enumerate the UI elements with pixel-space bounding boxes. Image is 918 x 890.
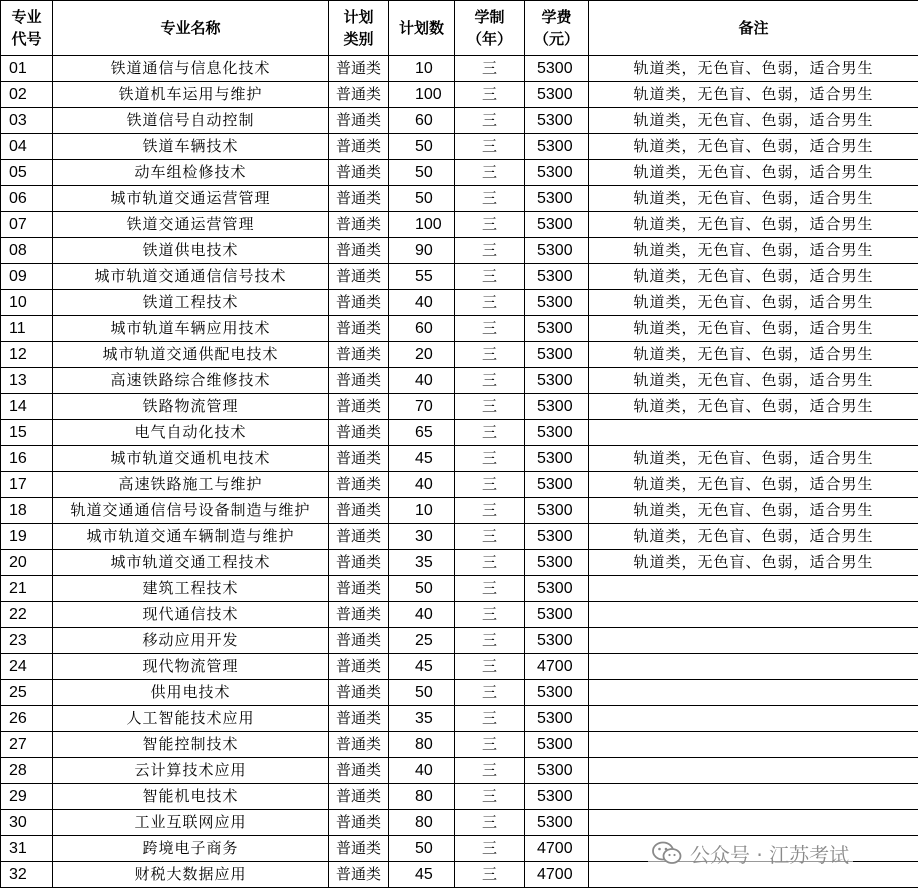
cell-fee: 5300	[525, 446, 589, 472]
table-row	[1, 784, 918, 810]
table-header-row	[1, 1, 918, 56]
cell-years: 三	[455, 732, 525, 758]
cell-name: 铁路物流管理	[53, 394, 329, 420]
cell-years: 三	[455, 368, 525, 394]
cell-code: 05	[1, 160, 53, 186]
cell-name: 智能控制技术	[53, 732, 329, 758]
cell-type: 普通类	[329, 654, 389, 680]
cell-count: 40	[389, 758, 455, 784]
cell-code: 06	[1, 186, 53, 212]
cell-years: 三	[455, 472, 525, 498]
cell-fee: 5300	[525, 290, 589, 316]
cell-fee: 5300	[525, 238, 589, 264]
cell-type: 普通类	[329, 602, 389, 628]
cell-fee: 5300	[525, 628, 589, 654]
cell-count: 25	[389, 628, 455, 654]
cell-note: 轨道类，无色盲、色弱，适合男生	[589, 342, 918, 368]
cell-note	[589, 576, 918, 602]
cell-count: 90	[389, 238, 455, 264]
header-name: 专业名称	[53, 1, 329, 56]
table-row	[1, 472, 918, 498]
cell-code: 16	[1, 446, 53, 472]
cell-count: 10	[389, 498, 455, 524]
table-row	[1, 810, 918, 836]
cell-count: 55	[389, 264, 455, 290]
table-row	[1, 82, 918, 108]
cell-note: 轨道类，无色盲、色弱，适合男生	[589, 550, 918, 576]
table-row	[1, 238, 918, 264]
cell-years: 三	[455, 654, 525, 680]
cell-fee: 5300	[525, 524, 589, 550]
cell-name: 建筑工程技术	[53, 576, 329, 602]
cell-type: 普通类	[329, 394, 389, 420]
cell-code: 27	[1, 732, 53, 758]
cell-years: 三	[455, 82, 525, 108]
cell-years: 三	[455, 316, 525, 342]
cell-type: 普通类	[329, 160, 389, 186]
cell-name: 动车组检修技术	[53, 160, 329, 186]
cell-count: 80	[389, 810, 455, 836]
cell-name: 铁道通信与信息化技术	[53, 56, 329, 82]
cell-count: 100	[389, 82, 455, 108]
cell-code: 20	[1, 550, 53, 576]
cell-years: 三	[455, 810, 525, 836]
cell-code: 10	[1, 290, 53, 316]
cell-count: 40	[389, 368, 455, 394]
cell-type: 普通类	[329, 212, 389, 238]
cell-code: 26	[1, 706, 53, 732]
cell-type: 普通类	[329, 290, 389, 316]
cell-note: 轨道类，无色盲、色弱，适合男生	[589, 290, 918, 316]
cell-code: 19	[1, 524, 53, 550]
cell-type: 普通类	[329, 576, 389, 602]
table-row	[1, 732, 918, 758]
cell-code: 14	[1, 394, 53, 420]
cell-years: 三	[455, 160, 525, 186]
table-row	[1, 602, 918, 628]
cell-years: 三	[455, 836, 525, 862]
cell-code: 22	[1, 602, 53, 628]
cell-fee: 5300	[525, 394, 589, 420]
cell-name: 工业互联网应用	[53, 810, 329, 836]
cell-fee: 5300	[525, 368, 589, 394]
table-row	[1, 654, 918, 680]
cell-fee: 5300	[525, 264, 589, 290]
cell-fee: 5300	[525, 212, 589, 238]
cell-note: 轨道类，无色盲、色弱，适合男生	[589, 394, 918, 420]
cell-type: 普通类	[329, 550, 389, 576]
cell-code: 13	[1, 368, 53, 394]
cell-code: 11	[1, 316, 53, 342]
cell-name: 云计算技术应用	[53, 758, 329, 784]
cell-years: 三	[455, 784, 525, 810]
cell-note	[589, 758, 918, 784]
cell-count: 40	[389, 602, 455, 628]
cell-name: 城市轨道交通通信信号技术	[53, 264, 329, 290]
cell-count: 30	[389, 524, 455, 550]
cell-years: 三	[455, 758, 525, 784]
header-count: 计划数	[389, 1, 455, 56]
table-row	[1, 498, 918, 524]
table-row	[1, 758, 918, 784]
cell-code: 31	[1, 836, 53, 862]
cell-code: 07	[1, 212, 53, 238]
table-row	[1, 524, 918, 550]
cell-fee: 4700	[525, 654, 589, 680]
cell-note: 轨道类，无色盲、色弱，适合男生	[589, 316, 918, 342]
cell-fee: 5300	[525, 732, 589, 758]
watermark-text: 公众号 · 江苏考试	[690, 842, 850, 867]
cell-count: 100	[389, 212, 455, 238]
cell-name: 铁道机车运用与维护	[53, 82, 329, 108]
cell-count: 35	[389, 550, 455, 576]
cell-code: 23	[1, 628, 53, 654]
cell-code: 17	[1, 472, 53, 498]
cell-name: 人工智能技术应用	[53, 706, 329, 732]
cell-count: 40	[389, 290, 455, 316]
table-body	[1, 56, 918, 888]
table-row	[1, 316, 918, 342]
cell-name: 铁道供电技术	[53, 238, 329, 264]
cell-type: 普通类	[329, 784, 389, 810]
cell-years: 三	[455, 862, 525, 888]
cell-name: 城市轨道交通供配电技术	[53, 342, 329, 368]
header-note: 备注	[589, 1, 918, 56]
cell-count: 60	[389, 316, 455, 342]
cell-name: 城市轨道交通工程技术	[53, 550, 329, 576]
cell-name: 供用电技术	[53, 680, 329, 706]
cell-fee: 5300	[525, 472, 589, 498]
cell-note	[589, 706, 918, 732]
cell-note: 轨道类，无色盲、色弱，适合男生	[589, 134, 918, 160]
cell-count: 60	[389, 108, 455, 134]
cell-code: 30	[1, 810, 53, 836]
cell-type: 普通类	[329, 628, 389, 654]
cell-years: 三	[455, 186, 525, 212]
cell-fee: 5300	[525, 160, 589, 186]
cell-code: 24	[1, 654, 53, 680]
cell-type: 普通类	[329, 134, 389, 160]
cell-code: 25	[1, 680, 53, 706]
wechat-icon	[652, 841, 682, 865]
cell-fee: 5300	[525, 784, 589, 810]
cell-fee: 5300	[525, 550, 589, 576]
table-row	[1, 264, 918, 290]
cell-fee: 5300	[525, 706, 589, 732]
cell-count: 50	[389, 680, 455, 706]
cell-note: 轨道类，无色盲、色弱，适合男生	[589, 238, 918, 264]
table-row	[1, 56, 918, 82]
cell-count: 80	[389, 784, 455, 810]
cell-name: 轨道交通通信信号设备制造与维护	[53, 498, 329, 524]
cell-type: 普通类	[329, 472, 389, 498]
header-fee: 学费 （元）	[525, 1, 589, 56]
cell-code: 09	[1, 264, 53, 290]
cell-fee: 5300	[525, 56, 589, 82]
cell-fee: 5300	[525, 498, 589, 524]
cell-note	[589, 732, 918, 758]
cell-type: 普通类	[329, 836, 389, 862]
cell-years: 三	[455, 602, 525, 628]
cell-name: 高速铁路施工与维护	[53, 472, 329, 498]
cell-count: 35	[389, 706, 455, 732]
cell-type: 普通类	[329, 420, 389, 446]
cell-code: 18	[1, 498, 53, 524]
table-row	[1, 160, 918, 186]
cell-fee: 5300	[525, 810, 589, 836]
cell-type: 普通类	[329, 264, 389, 290]
table-row	[1, 628, 918, 654]
cell-type: 普通类	[329, 108, 389, 134]
cell-count: 65	[389, 420, 455, 446]
cell-count: 40	[389, 472, 455, 498]
cell-name: 城市轨道交通机电技术	[53, 446, 329, 472]
cell-type: 普通类	[329, 186, 389, 212]
cell-years: 三	[455, 238, 525, 264]
cell-note: 轨道类，无色盲、色弱，适合男生	[589, 446, 918, 472]
table-row	[1, 368, 918, 394]
cell-years: 三	[455, 706, 525, 732]
cell-type: 普通类	[329, 238, 389, 264]
cell-code: 02	[1, 82, 53, 108]
cell-note	[589, 628, 918, 654]
cell-code: 12	[1, 342, 53, 368]
cell-note: 轨道类，无色盲、色弱，适合男生	[589, 186, 918, 212]
cell-note: 轨道类，无色盲、色弱，适合男生	[589, 82, 918, 108]
cell-code: 29	[1, 784, 53, 810]
cell-name: 现代通信技术	[53, 602, 329, 628]
cell-name: 城市轨道车辆应用技术	[53, 316, 329, 342]
cell-type: 普通类	[329, 706, 389, 732]
cell-name: 移动应用开发	[53, 628, 329, 654]
cell-years: 三	[455, 394, 525, 420]
watermark	[648, 838, 853, 868]
cell-name: 现代物流管理	[53, 654, 329, 680]
cell-code: 03	[1, 108, 53, 134]
cell-code: 28	[1, 758, 53, 784]
cell-years: 三	[455, 498, 525, 524]
cell-years: 三	[455, 680, 525, 706]
cell-type: 普通类	[329, 446, 389, 472]
header-code: 专业 代号	[1, 1, 53, 56]
cell-years: 三	[455, 524, 525, 550]
table-row	[1, 420, 918, 446]
cell-type: 普通类	[329, 82, 389, 108]
cell-code: 04	[1, 134, 53, 160]
cell-name: 铁道交通运营管理	[53, 212, 329, 238]
cell-code: 21	[1, 576, 53, 602]
cell-type: 普通类	[329, 680, 389, 706]
cell-count: 45	[389, 446, 455, 472]
cell-count: 10	[389, 56, 455, 82]
cell-years: 三	[455, 264, 525, 290]
cell-code: 15	[1, 420, 53, 446]
table-row	[1, 108, 918, 134]
cell-note: 轨道类，无色盲、色弱，适合男生	[589, 212, 918, 238]
table-row	[1, 290, 918, 316]
cell-type: 普通类	[329, 862, 389, 888]
cell-fee: 5300	[525, 186, 589, 212]
cell-note	[589, 784, 918, 810]
cell-name: 铁道信号自动控制	[53, 108, 329, 134]
cell-type: 普通类	[329, 56, 389, 82]
cell-fee: 5300	[525, 602, 589, 628]
header-type: 计划 类别	[329, 1, 389, 56]
table-row	[1, 186, 918, 212]
cell-fee: 5300	[525, 576, 589, 602]
cell-fee: 5300	[525, 134, 589, 160]
cell-count: 20	[389, 342, 455, 368]
cell-years: 三	[455, 550, 525, 576]
cell-note: 轨道类，无色盲、色弱，适合男生	[589, 160, 918, 186]
cell-fee: 5300	[525, 342, 589, 368]
table-row	[1, 680, 918, 706]
cell-note: 轨道类，无色盲、色弱，适合男生	[589, 108, 918, 134]
cell-note: 轨道类，无色盲、色弱，适合男生	[589, 56, 918, 82]
cell-code: 08	[1, 238, 53, 264]
cell-count: 50	[389, 836, 455, 862]
cell-years: 三	[455, 290, 525, 316]
cell-fee: 5300	[525, 420, 589, 446]
cell-note: 轨道类，无色盲、色弱，适合男生	[589, 264, 918, 290]
table-row	[1, 576, 918, 602]
cell-name: 财税大数据应用	[53, 862, 329, 888]
cell-count: 50	[389, 134, 455, 160]
cell-note	[589, 654, 918, 680]
cell-note	[589, 810, 918, 836]
cell-fee: 5300	[525, 316, 589, 342]
table-row	[1, 550, 918, 576]
cell-name: 高速铁路综合维修技术	[53, 368, 329, 394]
cell-years: 三	[455, 628, 525, 654]
cell-years: 三	[455, 134, 525, 160]
cell-count: 50	[389, 576, 455, 602]
table-row	[1, 212, 918, 238]
cell-years: 三	[455, 212, 525, 238]
cell-fee: 5300	[525, 680, 589, 706]
cell-type: 普通类	[329, 498, 389, 524]
cell-fee: 5300	[525, 108, 589, 134]
cell-note	[589, 420, 918, 446]
table-row	[1, 342, 918, 368]
header-years: 学制 （年）	[455, 1, 525, 56]
cell-fee: 4700	[525, 836, 589, 862]
table-row	[1, 394, 918, 420]
cell-note: 轨道类，无色盲、色弱，适合男生	[589, 472, 918, 498]
cell-note	[589, 680, 918, 706]
cell-type: 普通类	[329, 368, 389, 394]
cell-years: 三	[455, 108, 525, 134]
cell-fee: 5300	[525, 82, 589, 108]
cell-count: 45	[389, 862, 455, 888]
cell-note: 轨道类，无色盲、色弱，适合男生	[589, 498, 918, 524]
cell-type: 普通类	[329, 810, 389, 836]
cell-years: 三	[455, 56, 525, 82]
cell-type: 普通类	[329, 316, 389, 342]
table-row	[1, 706, 918, 732]
cell-fee: 4700	[525, 862, 589, 888]
cell-name: 电气自动化技术	[53, 420, 329, 446]
cell-count: 70	[389, 394, 455, 420]
cell-type: 普通类	[329, 342, 389, 368]
cell-name: 城市轨道交通车辆制造与维护	[53, 524, 329, 550]
cell-type: 普通类	[329, 732, 389, 758]
cell-years: 三	[455, 420, 525, 446]
table-row	[1, 446, 918, 472]
cell-note	[589, 602, 918, 628]
cell-count: 50	[389, 186, 455, 212]
cell-fee: 5300	[525, 758, 589, 784]
cell-name: 智能机电技术	[53, 784, 329, 810]
cell-years: 三	[455, 342, 525, 368]
cell-name: 城市轨道交通运营管理	[53, 186, 329, 212]
cell-name: 铁道车辆技术	[53, 134, 329, 160]
cell-years: 三	[455, 576, 525, 602]
cell-name: 跨境电子商务	[53, 836, 329, 862]
cell-note: 轨道类，无色盲、色弱，适合男生	[589, 368, 918, 394]
cell-type: 普通类	[329, 758, 389, 784]
cell-note: 轨道类，无色盲、色弱，适合男生	[589, 524, 918, 550]
cell-type: 普通类	[329, 524, 389, 550]
cell-count: 50	[389, 160, 455, 186]
cell-name: 铁道工程技术	[53, 290, 329, 316]
cell-code: 32	[1, 862, 53, 888]
cell-count: 45	[389, 654, 455, 680]
cell-count: 80	[389, 732, 455, 758]
cell-years: 三	[455, 446, 525, 472]
cell-code: 01	[1, 56, 53, 82]
table-row	[1, 134, 918, 160]
